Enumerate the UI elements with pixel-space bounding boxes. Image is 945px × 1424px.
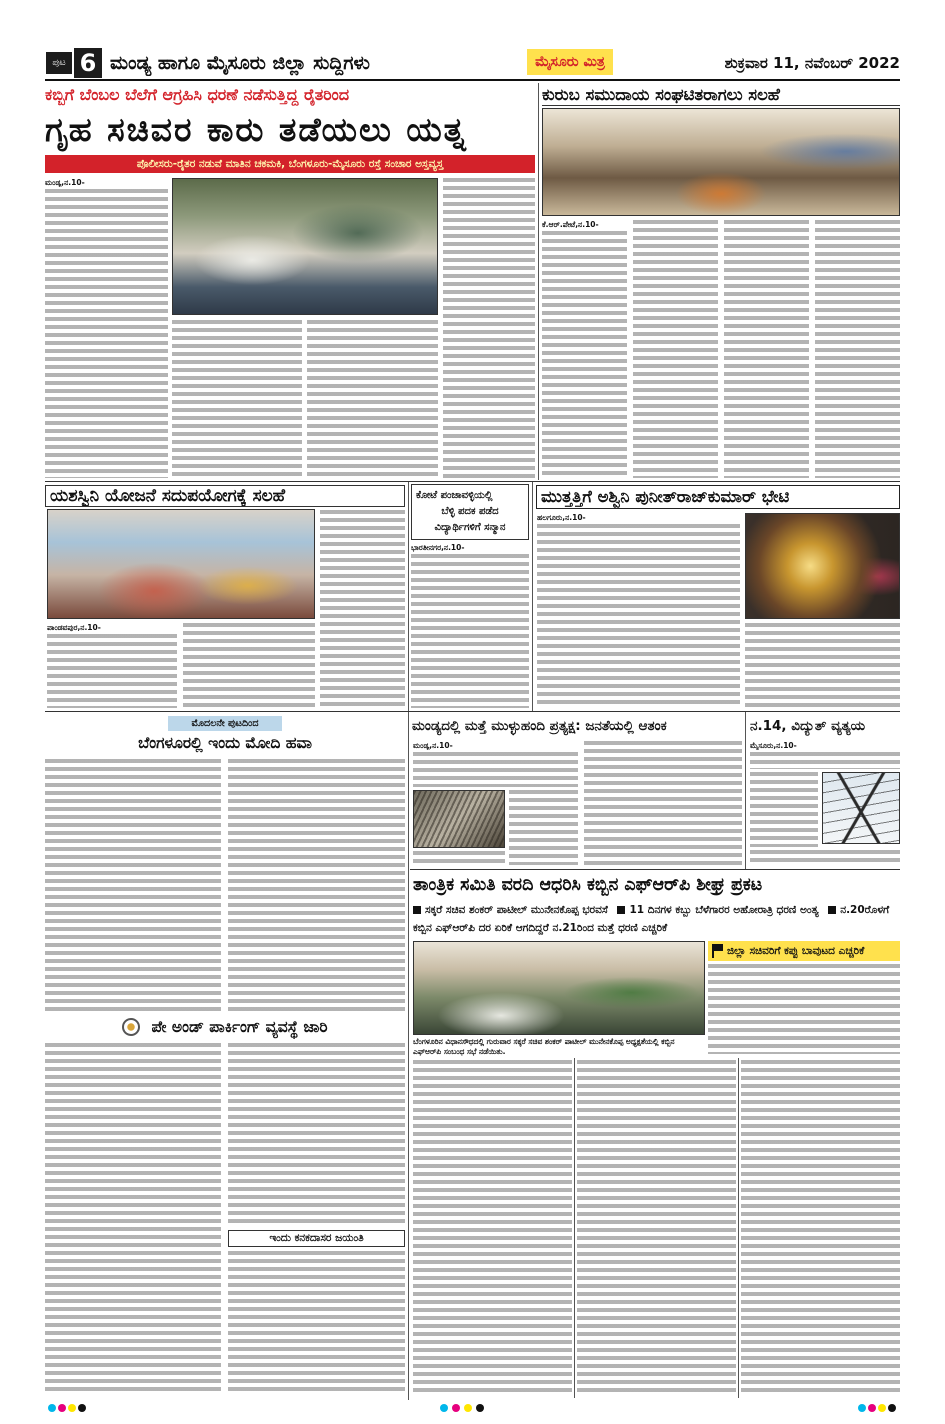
porcupine-column-1 [413, 741, 578, 787]
article-body-text [584, 741, 742, 865]
frp-bullets [413, 901, 900, 939]
dateline: ಪಾಂಡವಪುರ,ನ.10- [47, 623, 101, 632]
frp-photo-caption: ಬೆಂಗಳೂರಿನ ವಿಧಾನಸೌಧದಲ್ಲಿ ಗುರುವಾರ ಸಕ್ಕರೆ ಸಚಿವ ಶಂಕರ್ ಪಾಟೀಲ್ ಮುನೇನಕೊಪ್ಪ ಅಧ್ಯಕ್ಷತೆಯಲ್ಲಿ ಕಬ್ಬಿನ ಎಫ್‌ಆರ್‌ಪಿ ಸಂಬಂಧ ಸಭೆ ನಡೆಯಿತು. [413, 1037, 675, 1056]
registration-dot [48, 1404, 56, 1412]
photo-kuruba-meeting [542, 108, 900, 216]
photo-frp-meeting [413, 941, 705, 1035]
dateline: ಕೆ.ಆರ್.ಪೇಟೆ,ನ.10- [542, 220, 599, 229]
article-body-text [750, 752, 900, 769]
pay-park-heading [45, 1015, 405, 1039]
article-body-text [307, 320, 438, 478]
article-body-text [47, 634, 177, 708]
power-column-1 [750, 741, 900, 769]
dateline: ಮಂಡ್ಯ,ನ.10- [413, 741, 453, 750]
section-rule [410, 869, 900, 870]
article-body-text [537, 524, 740, 708]
emblem-icon [122, 1018, 140, 1036]
kote-headline-line: ವಿದ್ಯಾರ್ಥಿಗಳಿಗೆ ಸನ್ಮಾನ [434, 522, 506, 533]
article-body-text [815, 220, 900, 478]
section-rule [45, 481, 900, 482]
registration-dot [888, 1404, 896, 1412]
registration-dot [68, 1404, 76, 1412]
jilla-headline: ಜಿಲ್ಲಾ ಸಚಿವರಿಗೆ ಕಪ್ಪು ಬಾವುಟದ ಎಚ್ಚರಿಕೆ [727, 945, 865, 957]
kuruba-column-1 [542, 220, 627, 478]
registration-dot [452, 1404, 460, 1412]
dateline: ಮೈಸೂರು,ನ.10- [750, 741, 797, 750]
registration-dot [440, 1404, 448, 1412]
column-divider [574, 1058, 575, 1398]
lead-kicker: ಕಬ್ಬಿಗೆ ಬೆಂಬಲ ಬೆಲೆಗೆ ಆಗ್ರಹಿಸಿ ಧರಣೆ ನಡೆಸುತ್ತಿದ್ದ ರೈತರಿಂದ [45, 85, 350, 104]
continued-headline: ಬೆಂಗಳೂರಲ್ಲಿ ಇಂದು ಮೋದಿ ಹವಾ [138, 734, 312, 752]
frp-bullet: ಸಕ್ಕರೆ ಸಚಿವ ಶಂಕರ್ ಪಾಟೀಲ್ ಮುನೇನಕೊಪ್ಪ ಭರವಸೆ [425, 904, 608, 916]
yashaswini-headline: ಯಶಸ್ವಿನಿ ಯೋಜನೆ ಸದುಪಯೋಗಕ್ಕೆ ಸಲಹೆ [45, 485, 405, 507]
article-body-text [509, 790, 578, 865]
section-title: ಮಂಡ್ಯ ಹಾಗೂ ಮೈಸೂರು ಜಿಲ್ಲಾ ಸುದ್ದಿಗಳು [110, 52, 370, 74]
article-body-text [45, 189, 168, 478]
article-body-text [172, 320, 302, 478]
article-body-text [577, 1060, 736, 1395]
pay-park-headline: ಪೇ ಅಂಡ್ ಪಾರ್ಕಿಂಗ್ ವ್ಯವಸ್ಥೆ ಜಾರಿ [151, 1018, 328, 1036]
article-body-text [724, 220, 809, 478]
column-divider [408, 482, 409, 711]
article-body-text [745, 623, 900, 708]
page-label: ಪುಟ [46, 52, 72, 74]
column-divider [745, 712, 746, 869]
article-body-text [750, 772, 818, 847]
article-body-text [45, 1043, 221, 1395]
article-body-text [228, 1043, 405, 1227]
photo-yashaswini-event [47, 509, 315, 619]
issue-date: ಶುಕ್ರವಾರ 11, ನವೆಂಬರ್ 2022 [724, 54, 900, 72]
column-divider [408, 712, 409, 1400]
photo-porcupine [413, 790, 505, 848]
photo-protest [172, 178, 438, 315]
registration-dot [878, 1404, 886, 1412]
article-body-text [413, 752, 578, 787]
kote-headline-line: ಕೋಟೆ ಪಂಜಾವಳ್ಳಿಯಲ್ಲಿ [416, 490, 493, 501]
photo-ashwini-visit [745, 513, 900, 619]
article-body-text [443, 178, 535, 478]
kote-headline-line: ಬೆಳ್ಳಿ ಪದಕ ಪಡೆದ [441, 506, 499, 517]
continued-label: ಮೊದಲನೇ ಪುಟದಿಂದ [168, 716, 282, 731]
article-body-text [542, 231, 627, 478]
lead-column-1 [45, 178, 168, 478]
article-body-text [413, 851, 505, 865]
muttatti-headline: ಮುತ್ತತ್ತಿಗೆ ಅಶ್ವಿನಿ ಪುನೀತ್‌ರಾಜ್‌ಕುಮಾರ್ ಭೇಟಿ [536, 485, 900, 509]
muttatti-column-1 [537, 513, 740, 708]
kanaka-headline: ಇಂದು ಕನಕದಾಸರ ಜಯಂತಿ [228, 1230, 405, 1247]
article-body-text [750, 850, 900, 865]
article-body-text [228, 1251, 405, 1395]
article-body-text [45, 759, 221, 1012]
column-divider [532, 482, 533, 711]
article-body-text [741, 1060, 900, 1395]
registration-dot [58, 1404, 66, 1412]
porcupine-headline: ಮಂಡ್ಯದಲ್ಲಿ ಮತ್ತೆ ಮುಳ್ಳುಹಂದಿ ಪ್ರತ್ಯಕ್ಷ: ಜನತೆಯಲ್ಲಿ ಆತಂಕ [412, 718, 667, 734]
registration-dot [78, 1404, 86, 1412]
article-body-text [708, 964, 900, 1054]
power-headline: ನ.14, ವಿದ್ಯುತ್ ವ್ಯತ್ಯಯ [750, 718, 866, 734]
dateline: ಭಾರತೀನಗರ,ನ.10- [411, 543, 465, 552]
kote-headline-box [411, 484, 529, 540]
bullet-icon [413, 906, 421, 914]
column-divider [538, 83, 539, 480]
registration-dot [858, 1404, 866, 1412]
registration-dot [868, 1404, 876, 1412]
frp-bullet: 11 ದಿನಗಳ ಕಬ್ಬು ಬೆಳೆಗಾರರ ಅಹೋರಾತ್ರಿ ಧರಣಿ ಅಂತ್ಯ [629, 904, 819, 916]
page-number: 6 [74, 48, 102, 78]
frp-headline: ತಾಂತ್ರಿಕ ಸಮಿತಿ ವರದಿ ಆಧರಿಸಿ ಕಬ್ಬಿನ ಎಫ್‌ಆರ್‌ಪಿ ಶೀಘ್ರ ಪ್ರಕಟ [413, 875, 763, 895]
black-flag-icon-cloth [714, 944, 723, 951]
article-body-text [183, 623, 315, 708]
registration-dot [476, 1404, 484, 1412]
jilla-heading [708, 941, 900, 961]
masthead-logo: ಮೈಸೂರು ಮಿತ್ರ [527, 49, 613, 75]
header-rule [45, 79, 900, 81]
frp-bullet: ನ.20ರೊಳಗೆ ಕಬ್ಬಿನ ಎಫ್‌ಆರ್‌ಪಿ ದರ ಏರಿಕೆ ಆಗದಿದ್ದರೆ ನ.21ರಿಂದ ಮತ್ತೆ ಧರಣಿ ಎಚ್ಚರಿಕೆ [413, 904, 890, 934]
kuruba-headline: ಕುರುಬ ಸಮುದಾಯ ಸಂಘಟಿತರಾಗಲು ಸಲಹೆ [542, 84, 900, 106]
photo-power-tower [822, 772, 900, 844]
yashaswini-column-1 [47, 623, 177, 708]
kote-column [411, 543, 529, 708]
column-divider [738, 1058, 739, 1398]
bullet-icon [828, 906, 836, 914]
article-body-text [633, 220, 718, 478]
lead-subhead: ಪೊಲೀಸರು-ರೈತರ ನಡುವೆ ಮಾತಿನ ಚಕಮಕಿ, ಬೆಂಗಳೂರು-ಮೈಸೂರು ರಸ್ತೆ ಸಂಚಾರ ಅಸ್ತವ್ಯಸ್ತ [45, 155, 535, 173]
article-body-text [411, 554, 529, 708]
bullet-icon [617, 906, 625, 914]
article-body-text [228, 759, 405, 1012]
article-body-text [413, 1060, 572, 1395]
dateline: ಹಲಗೂರು,ನ.10- [537, 513, 586, 522]
lead-headline: ಗೃಹ ಸಚಿವರ ಕಾರು ತಡೆಯಲು ಯತ್ನ [45, 110, 468, 149]
dateline: ಮಂಡ್ಯ,ನ.10- [45, 178, 85, 187]
section-rule [45, 711, 900, 712]
article-body-text [320, 510, 405, 708]
registration-dot [464, 1404, 472, 1412]
